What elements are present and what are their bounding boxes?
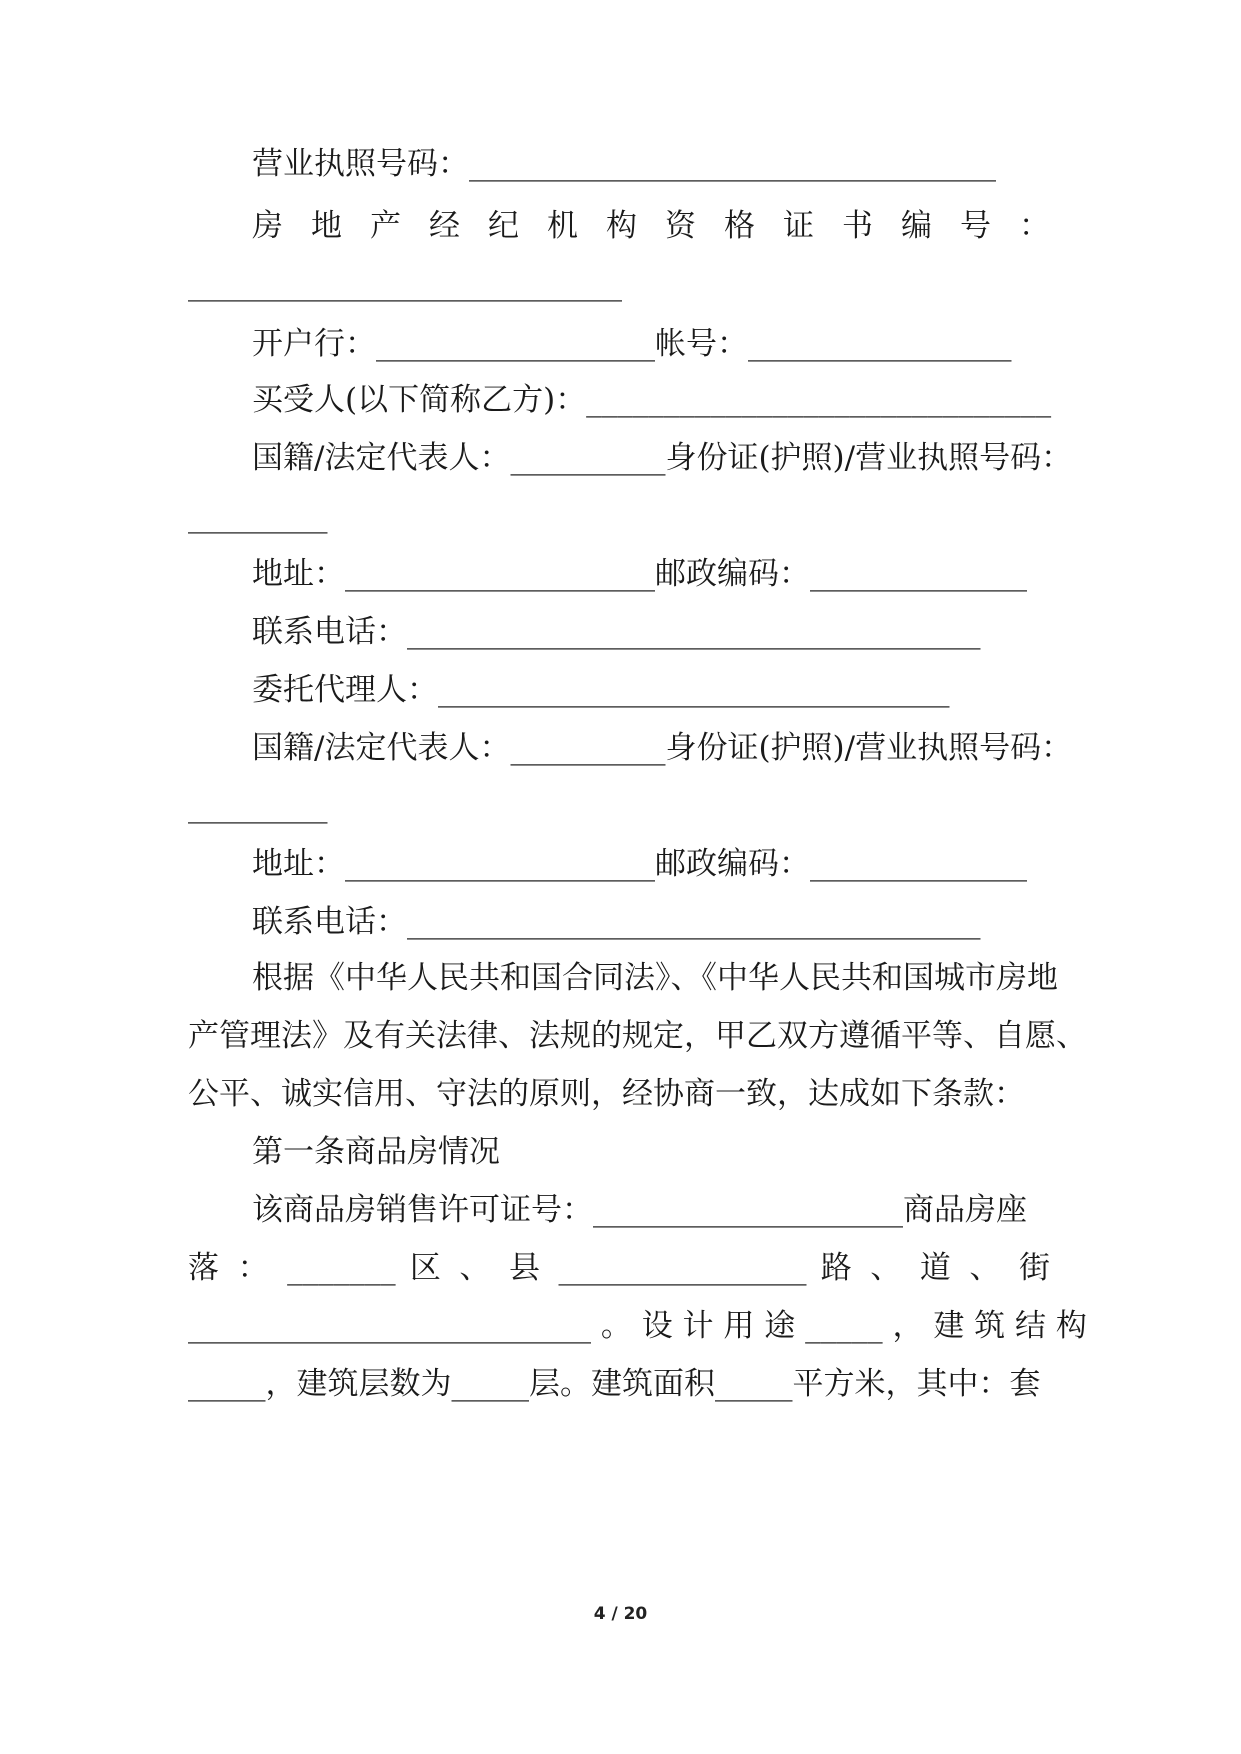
buyer-address-line: 地址：____________________邮政编码：______________ [252, 556, 1027, 592]
preamble-line-1: 根据《中华人民共和国合同法》、《中华人民共和国城市房地 [252, 960, 1058, 996]
article-one-line-1: 该商品房销售许可证号：____________________商品房座 [252, 1192, 1027, 1228]
article-one-line-3: __________________________ 。 设 计 用 途 _____ ， 建 筑 结 构 [188, 1308, 1087, 1344]
certificate-blank-line: ____________________________ [188, 266, 622, 302]
buyer-phone-line: 联系电话：_____________________________________ [252, 614, 981, 650]
agent-line: 委托代理人：_________________________________ [252, 672, 950, 708]
buyer-line: 买受人(以下简称乙方)：______________________________ [252, 382, 1052, 418]
preamble-line-3: 公平、诚实信用、守法的原则，经协商一致，达成如下条款： [188, 1076, 1025, 1112]
bank-account-line: 开户行：__________________帐号：_________________ [252, 326, 1012, 362]
agent-nationality-line: 国籍/法定代表人：__________身份证(护照)/营业执照号码： [252, 730, 1073, 766]
preamble-line-2: 产管理法》及有关法律、法规的规定，甲乙双方遵循平等、自愿、 [188, 1018, 1087, 1054]
article-one-heading: 第一条商品房情况 [252, 1134, 500, 1170]
article-one-line-4: _____，建筑层数为_____层。建筑面积_____平方米，其中：套 [188, 1366, 1041, 1402]
buyer-nationality-line: 国籍/法定代表人：__________身份证(护照)/营业执照号码： [252, 440, 1073, 476]
agent-phone-line: 联系电话：_____________________________________ [252, 904, 981, 940]
business-license-line: 营业执照号码：__________________________________ [252, 146, 996, 182]
article-one-line-2: 落 ： _______ 区 、 县 ________________ 路 、 道 、 街 [188, 1250, 1050, 1286]
agent-id-blank-line: _________ [188, 788, 328, 824]
agency-certificate-line: 房 地 产 经 纪 机 构 资 格 证 书 编 号 ： [252, 208, 1050, 244]
buyer-id-blank-line: _________ [188, 498, 328, 534]
agent-address-line: 地址：____________________邮政编码：______________ [252, 846, 1027, 882]
page-number: 4 / 20 [593, 1604, 648, 1624]
